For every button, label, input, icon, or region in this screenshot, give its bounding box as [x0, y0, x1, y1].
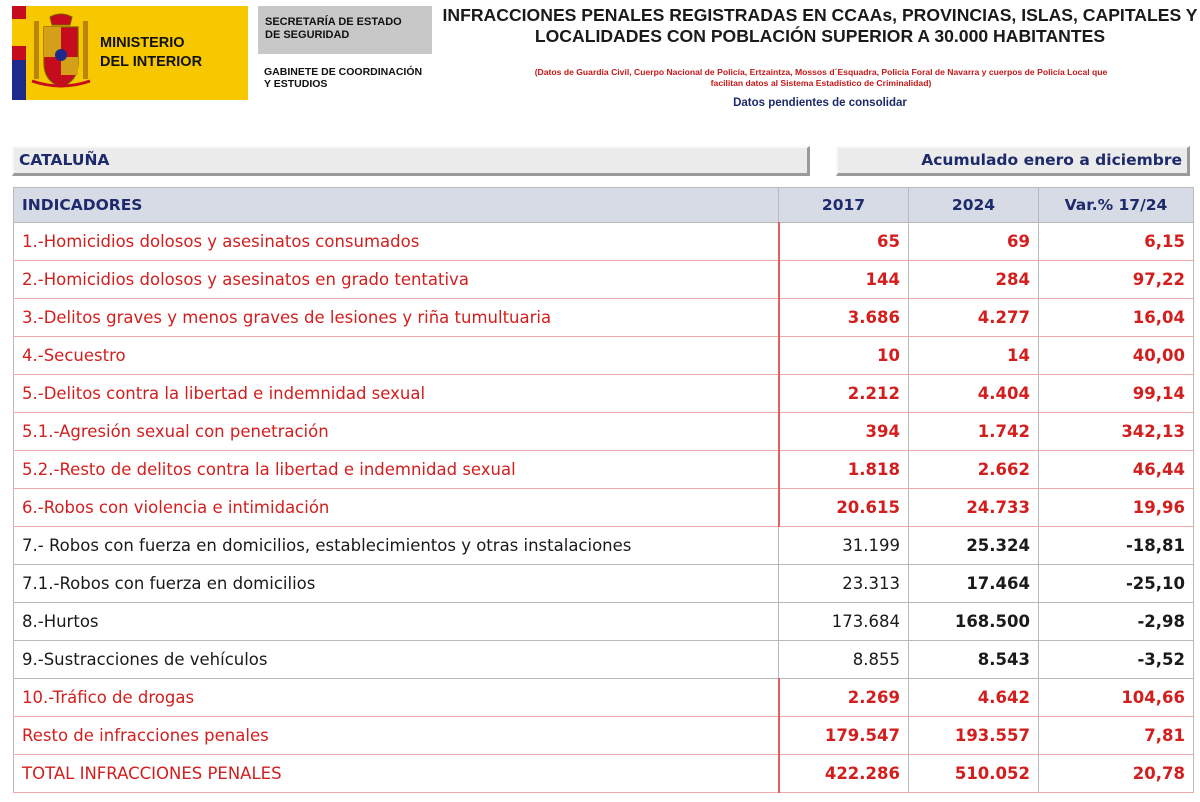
- variation-value: 104,66: [1039, 679, 1194, 717]
- value-2024: 8.543: [909, 641, 1039, 679]
- value-2017: 144: [779, 261, 909, 299]
- report-title-line-1: INFRACCIONES PENALES REGISTRADAS EN CCAAs, PROVINCIAS, ISLAS, CAPITALES Y: [442, 5, 1198, 25]
- table-row: [14, 679, 1194, 717]
- variation-value: 6,15: [1039, 223, 1194, 261]
- table-header-row: [14, 188, 1194, 223]
- secretaria-line-1: SECRETARÍA DE ESTADO: [265, 16, 402, 28]
- ministry-line-2: DEL INTERIOR: [100, 54, 203, 70]
- gabinete-line-2: Y ESTUDIOS: [264, 78, 328, 90]
- pending-note: Datos pendientes de consolidar: [733, 97, 907, 109]
- secretaria-box: [258, 6, 432, 54]
- value-2024: 510.052: [909, 755, 1039, 793]
- indicator-label: 10.-Tráfico de drogas: [14, 679, 779, 717]
- header-2024: 2024: [909, 188, 1039, 223]
- indicator-label: 5.-Delitos contra la libertad e indemnidad sexual: [14, 375, 779, 413]
- value-2024: 2.662: [909, 451, 1039, 489]
- indicator-label: 7.- Robos con fuerza en domicilios, establecimientos y otras instalaciones: [14, 527, 779, 565]
- data-sources-note: [456, 67, 1186, 89]
- indicator-label: 2.-Homicidios dolosos y asesinatos en grado tentativa: [14, 261, 779, 299]
- value-2024: 17.464: [909, 565, 1039, 603]
- variation-value: 16,04: [1039, 299, 1194, 337]
- indicator-label: 1.-Homicidios dolosos y asesinatos consumados: [14, 223, 779, 261]
- value-2024: 69: [909, 223, 1039, 261]
- report-title-line-2: LOCALIDADES CON POBLACIÓN SUPERIOR A 30.000 HABITANTES: [534, 26, 1106, 46]
- indicator-label: 3.-Delitos graves y menos graves de lesiones y riña tumultuaria: [14, 299, 779, 337]
- variation-value: 342,13: [1039, 413, 1194, 451]
- value-2024: 193.557: [909, 717, 1039, 755]
- table-row: [14, 375, 1194, 413]
- value-2024: 4.277: [909, 299, 1039, 337]
- header-2017: 2017: [779, 188, 909, 223]
- table-body: [14, 223, 1194, 793]
- indicator-label: 4.-Secuestro: [14, 337, 779, 375]
- indicator-label: 6.-Robos con violencia e intimidación: [14, 489, 779, 527]
- header-variation: Var.% 17/24: [1039, 188, 1194, 223]
- header-indicadores: INDICADORES: [14, 188, 779, 223]
- gabinete-label: [264, 66, 444, 90]
- value-2017: 1.818: [779, 451, 909, 489]
- variation-value: -25,10: [1039, 565, 1194, 603]
- table-row: [14, 717, 1194, 755]
- value-2024: 168.500: [909, 603, 1039, 641]
- table-row: [14, 641, 1194, 679]
- variation-value: 46,44: [1039, 451, 1194, 489]
- variation-value: -18,81: [1039, 527, 1194, 565]
- ministry-name: [96, 6, 248, 100]
- value-2017: 10: [779, 337, 909, 375]
- data-sources-line-2: facilitan datos al Sistema Estadístico de Criminalidad): [710, 78, 932, 88]
- data-sources-line-1: (Datos de Guardia Civil, Cuerpo Nacional de Policía, Ertzaintza, Mossos d´Esquadra, Policía Foral de Navarra y cuerpos de Policía Local que: [534, 67, 1108, 77]
- coat-of-arms-icon: [26, 6, 96, 100]
- value-2024: 24.733: [909, 489, 1039, 527]
- secretaria-line-2: DE SEGURIDAD: [265, 29, 350, 41]
- spanish-flag-icon: [12, 6, 26, 100]
- indicators-table: [13, 187, 1194, 793]
- value-2024: 1.742: [909, 413, 1039, 451]
- variation-value: 20,78: [1039, 755, 1194, 793]
- value-2017: 20.615: [779, 489, 909, 527]
- table-row: [14, 299, 1194, 337]
- indicator-label: 5.2.-Resto de delitos contra la libertad e indemnidad sexual: [14, 451, 779, 489]
- table-row: [14, 527, 1194, 565]
- variation-value: 99,14: [1039, 375, 1194, 413]
- variation-value: 97,22: [1039, 261, 1194, 299]
- value-2017: 179.547: [779, 717, 909, 755]
- ministry-logo: [12, 6, 248, 100]
- gabinete-line-1: GABINETE DE COORDINACIÓN: [264, 66, 423, 78]
- indicator-label: 7.1.-Robos con fuerza en domicilios: [14, 565, 779, 603]
- region-box: CATALUÑA: [12, 146, 810, 176]
- indicator-label: 9.-Sustracciones de vehículos: [14, 641, 779, 679]
- table-row: [14, 755, 1194, 793]
- value-2017: 2.212: [779, 375, 909, 413]
- value-2017: 422.286: [779, 755, 909, 793]
- table-row: [14, 603, 1194, 641]
- value-2017: 31.199: [779, 527, 909, 565]
- table-row: [14, 261, 1194, 299]
- table-row: [14, 337, 1194, 375]
- variation-value: -2,98: [1039, 603, 1194, 641]
- value-2024: 25.324: [909, 527, 1039, 565]
- table-row: [14, 565, 1194, 603]
- variation-value: 7,81: [1039, 717, 1194, 755]
- value-2024: 4.404: [909, 375, 1039, 413]
- indicator-label: 5.1.-Agresión sexual con penetración: [14, 413, 779, 451]
- table-row: [14, 489, 1194, 527]
- table-row: [14, 223, 1194, 261]
- ministry-line-1: MINISTERIO: [100, 35, 185, 51]
- indicator-label: TOTAL INFRACCIONES PENALES: [14, 755, 779, 793]
- table-row: [14, 413, 1194, 451]
- value-2017: 3.686: [779, 299, 909, 337]
- value-2017: 394: [779, 413, 909, 451]
- indicator-label: 8.-Hurtos: [14, 603, 779, 641]
- value-2017: 173.684: [779, 603, 909, 641]
- period-box: Acumulado enero a diciembre: [836, 146, 1190, 176]
- value-2024: 14: [909, 337, 1039, 375]
- value-2017: 2.269: [779, 679, 909, 717]
- table-row: [14, 451, 1194, 489]
- value-2017: 23.313: [779, 565, 909, 603]
- report-title: [440, 5, 1200, 47]
- variation-value: 19,96: [1039, 489, 1194, 527]
- value-2017: 8.855: [779, 641, 909, 679]
- variation-value: -3,52: [1039, 641, 1194, 679]
- indicator-label: Resto de infracciones penales: [14, 717, 779, 755]
- value-2024: 284: [909, 261, 1039, 299]
- value-2024: 4.642: [909, 679, 1039, 717]
- variation-value: 40,00: [1039, 337, 1194, 375]
- value-2017: 65: [779, 223, 909, 261]
